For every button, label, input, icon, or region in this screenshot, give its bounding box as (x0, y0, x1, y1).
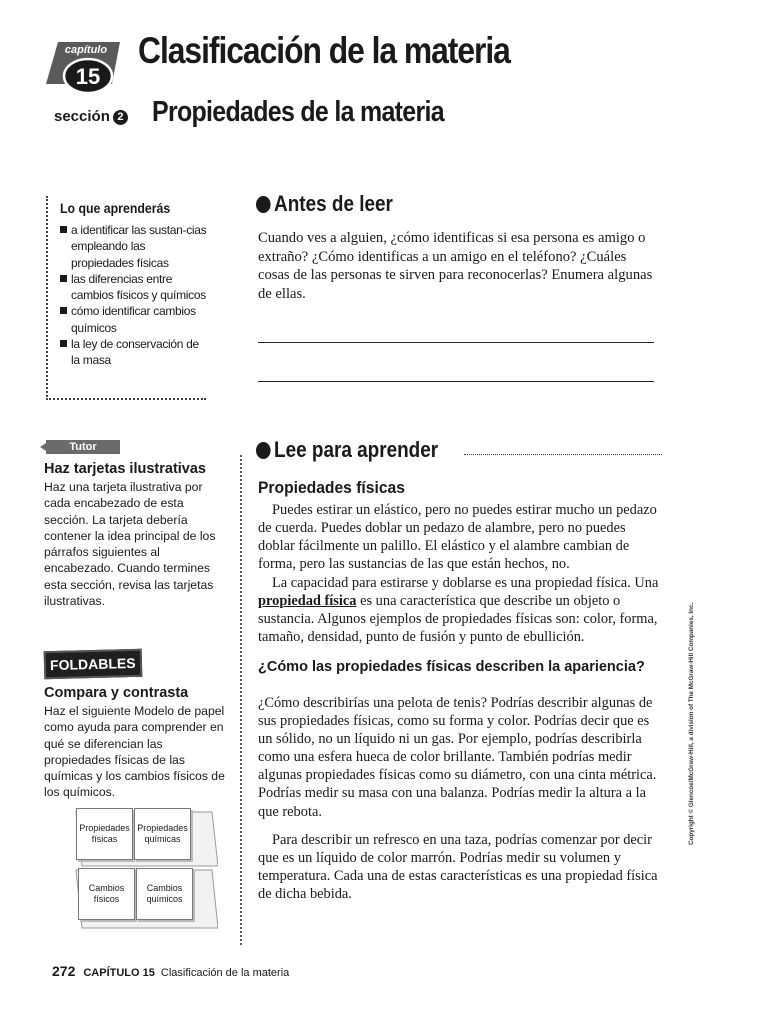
foldables-logo: FOLDABLES (44, 649, 142, 680)
read-to-learn-heading-text: Lee para aprender (274, 437, 439, 462)
paragraph (258, 574, 665, 646)
chapter-badge-shape (44, 38, 126, 98)
footer-chapter-title: Clasificación de la materia (160, 967, 290, 979)
foldables-title: Compara y contrasta (44, 685, 189, 701)
learn-item: cómo identificar cambios químicos (60, 303, 210, 336)
before-reading-text: Cuando ves a alguien, ¿cómo identificas si esa persona es amigo o extraño? ¿Cómo identificas a un amigo en el teléfono? ¿Cuáles cosas de las personas te sirven para reconocerlas? Enumera algunas de ellas. (258, 230, 653, 302)
key-term: propiedad física (258, 593, 357, 610)
section-number: 2 (113, 110, 128, 125)
learn-heading: Lo que aprenderás (60, 200, 171, 216)
foldable-card-physical-properties: Propiedades físicas (76, 808, 133, 860)
paragraph: Puedes estirar un elástico, pero no puedes estirar mucho un pedazo de cuerda. Puedes doblar un pedazo de alambre, pero no puedes doblar fácilmente un palillo. El elástico y el alambre cambian de forma, pero las sustancias de las que están hechos, no. (258, 502, 657, 573)
copyright-notice: Copyright © Glencoe/McGraw-Hill, a division of The McGraw-Hill Companies, Inc. (688, 602, 695, 845)
bullet-circle-icon (256, 442, 271, 459)
bullet-circle-icon (256, 196, 271, 213)
answer-line[interactable] (258, 342, 654, 343)
tutor-tab (46, 440, 120, 454)
learn-item: las diferencias entre cambios físicos y químicos (60, 271, 210, 304)
answer-line[interactable] (258, 381, 654, 382)
tutor-title: Haz tarjetas ilustrativas (44, 461, 206, 477)
paragraph-text: es una característica que describe un objeto o sustancia. Algunos ejemplos de propiedades físicas son: color, forma, tamaño, densidad, punto de fusión y punto de ebullición. (258, 593, 658, 646)
physical-properties-heading: Propiedades físicas (258, 478, 405, 497)
page-number: 272 (52, 963, 76, 979)
read-to-learn-heading (256, 437, 438, 463)
paragraph-text: La capacidad para estirarse y doblarse es una propiedad física. Una (272, 575, 659, 591)
page-footer (52, 963, 289, 979)
before-reading-heading-text: Antes de leer (274, 191, 393, 216)
paragraph: ¿Cómo describirías una pelota de tenis? Podrías describir algunas de sus propiedades físicas, como su forma y color. Podrías decir que es un sólido, no un líquido ni un gas. Por ejemplo, podrías describirla como una esfera hueca de color brillante. También podrías medir algunas propiedades físicas como su diámetro, con una cinta métrica. Podrías medir su masa con una balanza. Podrías medir la altura a la que rebota. (258, 695, 657, 820)
tutor-text: Haz una tarjeta ilustrativa por cada encabezado de esta sección. La tarjeta debería contener la idea principal de los párrafos siguientes al encabezado. Cuando termines esta sección, revisa las tarjetas ilustrativas. (44, 480, 216, 609)
learn-item: a identificar las sustan-cias empleando las propiedades físicas (60, 222, 210, 271)
chapter-label: capítulo (64, 44, 108, 56)
section-label (54, 108, 128, 125)
tutor-tab-label: Tutor (69, 441, 97, 453)
column-divider (240, 455, 242, 945)
chapter-badge (44, 38, 126, 98)
foldable-card-chemical-properties: Propiedades químicas (134, 808, 191, 860)
heading-dotted-rule (464, 454, 662, 455)
section-title: Propiedades de la materia (152, 96, 444, 128)
chapter-title: Clasificación de la materia (138, 30, 510, 71)
learn-list (60, 222, 210, 369)
foldables-text: Haz el siguiente Modelo de papel como ayuda para comprender en qué se diferencian las propiedades físicas de las químicas y los cambios físicos de los químicos. (44, 704, 225, 800)
foldable-card-physical-changes: Cambios físicos (78, 868, 135, 920)
appearance-subheading: ¿Cómo las propiedades físicas describen la apariencia? (258, 659, 645, 675)
foldable-card-chemical-changes: Cambios químicos (136, 868, 193, 920)
chapter-number: 15 (75, 64, 101, 89)
before-reading-heading (256, 191, 393, 217)
paragraph: Para describir un refresco en una taza, podrías comenzar por decir que es un líquido de color marrón. Podrías medir su volumen y temperatura. Cada una de estas características es una propiedad física de dicha bebida. (258, 832, 658, 903)
foldable-diagram (72, 808, 218, 942)
footer-chapter: CAPÍTULO 15 (83, 967, 155, 979)
learn-item: la ley de conservación de la masa (60, 336, 210, 369)
section-label-text: sección (54, 108, 110, 125)
